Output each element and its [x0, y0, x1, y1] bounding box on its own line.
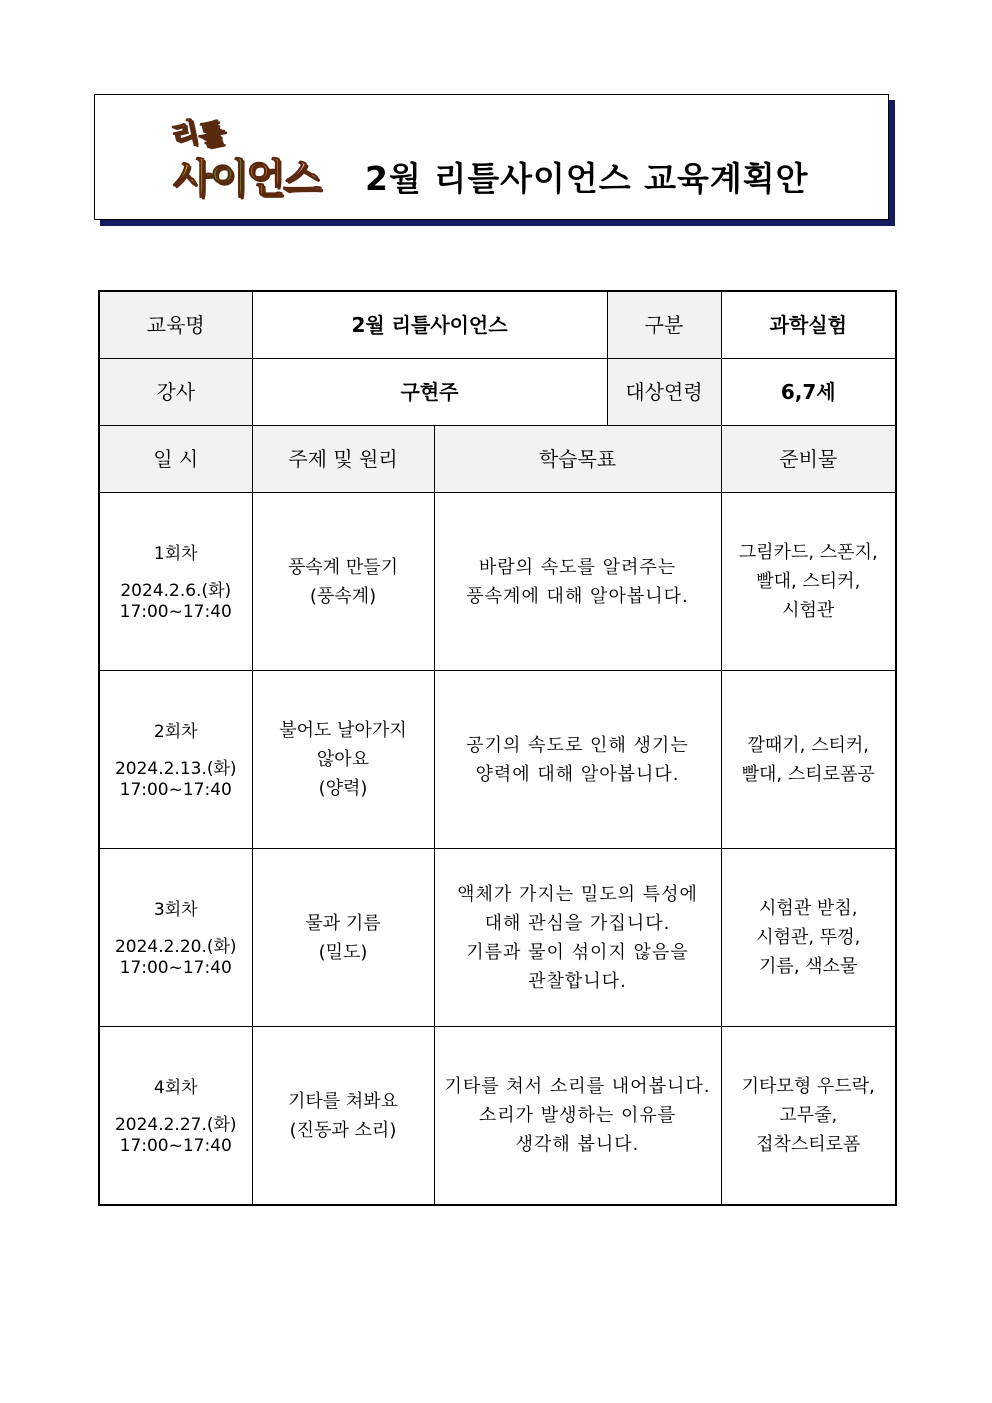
- goal-line: 기름과 물이 섞이지 않음을: [466, 941, 689, 963]
- topic-line: 불어도 날아가지: [279, 720, 407, 741]
- materials-line: 시험관, 뚜껑,: [756, 927, 861, 948]
- info-row-instructor: [99, 359, 896, 426]
- column-header-row: [99, 426, 896, 493]
- session-date: 2024.2.13.(화): [114, 759, 237, 779]
- session-date: 2024.2.20.(화): [114, 937, 237, 957]
- materials-line: 빨대, 스티커,: [756, 571, 861, 592]
- session-number: 2회차: [153, 722, 198, 742]
- value-target-age: 6,7세: [721, 359, 896, 426]
- session-goal: [434, 1027, 721, 1206]
- topic-line: (밀도): [318, 941, 368, 963]
- column-header-topic: 주제 및 원리: [252, 426, 434, 493]
- session-goal: [434, 671, 721, 849]
- goal-line: 공기의 속도로 인해 생기는: [466, 734, 689, 756]
- logo-char: 언: [246, 156, 285, 202]
- session-time: 17:00~17:40: [119, 602, 232, 622]
- goal-line: 대해 관심을 가집니다.: [484, 912, 671, 934]
- label-target-age: 대상연령: [607, 359, 721, 426]
- materials-line: 고무줄,: [779, 1105, 838, 1126]
- materials-line: 기름, 색소물: [759, 956, 858, 977]
- goal-line: 생각해 봅니다.: [515, 1134, 640, 1155]
- goal-line: 소리가 발생하는 이유를: [478, 1105, 677, 1126]
- value-instructor: 구현주: [252, 359, 607, 426]
- label-instructor: 강사: [99, 359, 252, 426]
- session-row: [99, 493, 896, 671]
- session-topic: [252, 1027, 434, 1206]
- topic-line: 풍속계 만들기: [287, 556, 399, 578]
- info-row-name: [99, 291, 896, 359]
- goal-line: 바람의 속도를 알려주는: [478, 556, 677, 578]
- topic-line: (양력): [318, 778, 368, 799]
- session-row: [99, 671, 896, 849]
- session-topic: [252, 671, 434, 849]
- label-education-name: 교육명: [99, 291, 252, 359]
- little-science-logo: [168, 113, 341, 203]
- session-row: [99, 1027, 896, 1206]
- column-header-materials: 준비물: [721, 426, 896, 493]
- session-goal: [434, 849, 721, 1027]
- materials-line: 기타모형 우드락,: [741, 1076, 875, 1097]
- value-category: 과학실험: [721, 291, 896, 359]
- session-materials: [721, 1027, 896, 1206]
- materials-line: 시험관: [782, 600, 835, 621]
- session-time: 17:00~17:40: [119, 780, 232, 800]
- session-materials: [721, 849, 896, 1027]
- session-date: 2024.2.27.(화): [114, 1115, 237, 1135]
- goal-line: 양력에 대해 알아봅니다.: [475, 763, 680, 785]
- session-goal: [434, 493, 721, 671]
- session-date-cell: [99, 1027, 252, 1206]
- label-category: 구분: [607, 291, 721, 359]
- session-row: [99, 849, 896, 1027]
- session-number: 3회차: [153, 900, 198, 920]
- session-time: 17:00~17:40: [119, 958, 232, 978]
- document-title: 2월 리틀사이언스 교육계획안: [365, 159, 809, 198]
- materials-line: 깔때기, 스티커,: [747, 734, 869, 756]
- session-date: 2024.2.6.(화): [120, 581, 232, 601]
- session-number: 1회차: [153, 544, 198, 564]
- logo-char: 스: [282, 156, 322, 202]
- topic-line: (진동과 소리): [289, 1119, 397, 1141]
- logo-line-2: [173, 147, 320, 204]
- column-header-goal: 학습목표: [434, 426, 721, 493]
- materials-line: 빨대, 스티로폼공: [741, 763, 875, 785]
- logo-char: 사: [173, 156, 212, 202]
- topic-line: 않아요: [316, 749, 370, 770]
- session-materials: [721, 671, 896, 849]
- goal-line: 액체가 가지는 밀도의 특성에: [457, 883, 698, 905]
- session-materials: [721, 493, 896, 671]
- topic-line: (풍속계): [309, 585, 377, 607]
- materials-line: 그림카드, 스폰지,: [738, 542, 878, 563]
- session-date-cell: [99, 671, 252, 849]
- topic-line: 기타를 쳐봐요: [287, 1090, 399, 1112]
- education-plan-table: [98, 290, 897, 1206]
- column-header-date: 일 시: [99, 426, 252, 493]
- goal-line: 풍속계에 대해 알아봅니다.: [466, 585, 689, 607]
- title-banner: [94, 94, 889, 220]
- materials-line: 시험관 받침,: [759, 898, 858, 919]
- session-topic: [252, 849, 434, 1027]
- materials-line: 접착스티로폼: [756, 1134, 861, 1155]
- logo-char: 이: [209, 156, 249, 202]
- session-time: 17:00~17:40: [119, 1136, 232, 1156]
- logo-char: 리: [168, 115, 202, 154]
- session-date-cell: [99, 493, 252, 671]
- value-education-name: 2월 리틀사이언스: [252, 291, 607, 359]
- goal-line: 기타를 쳐서 소리를 내어봅니다.: [444, 1076, 711, 1097]
- topic-line: 물과 기름: [305, 912, 381, 934]
- session-topic: [252, 493, 434, 671]
- logo-char: 틀: [195, 115, 229, 154]
- session-date-cell: [99, 849, 252, 1027]
- goal-line: 관찰합니다.: [528, 970, 627, 992]
- session-number: 4회차: [153, 1078, 198, 1098]
